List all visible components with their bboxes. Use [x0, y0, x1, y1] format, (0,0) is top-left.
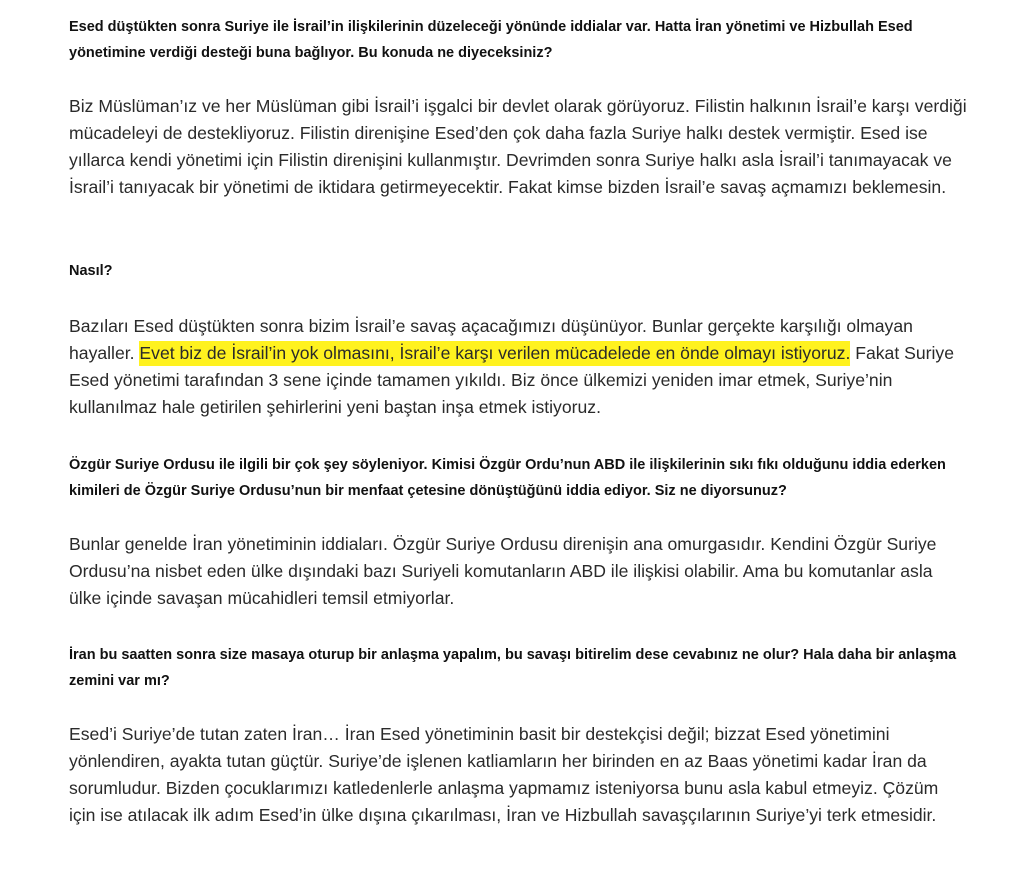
- interview-question-4: İran bu saatten sonra size masaya oturup bir anlaşma yapalım, bu savaşı bitirelim dese cevabınız ne olur? Hala daha bir anlaşma zemini var mı?: [69, 647, 957, 689]
- interview-answer-2: [69, 313, 969, 421]
- answer-2-text-end: Fakat Suriye Esed yönetimi tarafından 3 sene içinde tamamen yıkıldı. Biz önce ülkemizi yeniden imar etmek, Suriye’nin kullanılmaz hale getirilen şehirlerini yeni baştan inşa etmek istiyoruz.: [69, 343, 954, 417]
- interview-question-2: Nasıl?: [69, 263, 113, 279]
- answer-2-text-start: Bazıları Esed düştükten sonra bizim İsrail’e savaş açacağımızı düşünüyor. Bunlar gerçekte karşılığı olmayan hayaller.: [69, 316, 913, 363]
- interview-question-1: Esed düştükten sonra Suriye ile İsrail’in ilişkilerinin düzeleceği yönünde iddialar var. Hatta İran yönetimi ve Hizbullah Esed yönetimine verdiği desteği buna bağlıyor. Bu konuda ne diyeceksiniz?: [69, 19, 913, 61]
- interview-answer-3: Bunlar genelde İran yönetiminin iddiaları. Özgür Suriye Ordusu direnişin ana omurgasıdır. Kendini Özgür Suriye Ordusu’na nisbet eden ülke dışındaki bazı Suriyeli komutanların ABD ile ilişkisi olabilir. Ama bu komutanlar asla ülke içinde savaşan mücahidleri temsil etmiyorlar.: [69, 534, 937, 608]
- interview-question-3: Özgür Suriye Ordusu ile ilgili bir çok şey söyleniyor. Kimisi Özgür Ordu’nun ABD ile ilişkilerinin sıkı fıkı olduğunu iddia ederken kimileri de Özgür Suriye Ordusu’nun bir menfaat çetesine dönüştüğünü iddia ediyor. Siz ne diyorsunuz?: [69, 457, 946, 499]
- highlighted-quote: Evet biz de İsrail’in yok olmasını, İsrail’e karşı verilen mücadelede en önde olmayı istiyoruz.: [139, 341, 850, 366]
- interview-answer-4: Esed’i Suriye’de tutan zaten İran… İran Esed yönetiminin basit bir destekçisi değil; bizzat Esed yönetimini yönlendiren, ayakta tutan güçtür. Suriye’de işlenen katliamların her birinden en az Baas yönetimi kadar İran da sorumludur. Bizden çocuklarımızı katledenlerle anlaşma yapmamız isteniyorsa bunu asla kabul etmeyiz. Çözüm için ise atılacak ilk adım Esed’in ülke dışına çıkarılması, İran ve Hizbullah savaşçılarının Suriye’yi terk etmesidir.: [69, 724, 939, 825]
- interview-answer-1: Biz Müslüman’ız ve her Müslüman gibi İsrail’i işgalci bir devlet olarak görüyoruz. Filistin halkının İsrail’e karşı verdiği mücadeleyi de destekliyoruz. Filistin direnişine Esed’den çok daha fazla Suriye halkı destek vermiştir. Esed ise yıllarca kendi yönetimi için Filistin direnişini kullanmıştır. Devrimden sonra Suriye halkı asla İsrail’i tanımayacak ve İsrail’i tanıyacak bir yönetimi de iktidara getirmeyecektir. Fakat kimse bizden İsrail’e savaş açmamızı beklemesin.: [69, 96, 967, 197]
